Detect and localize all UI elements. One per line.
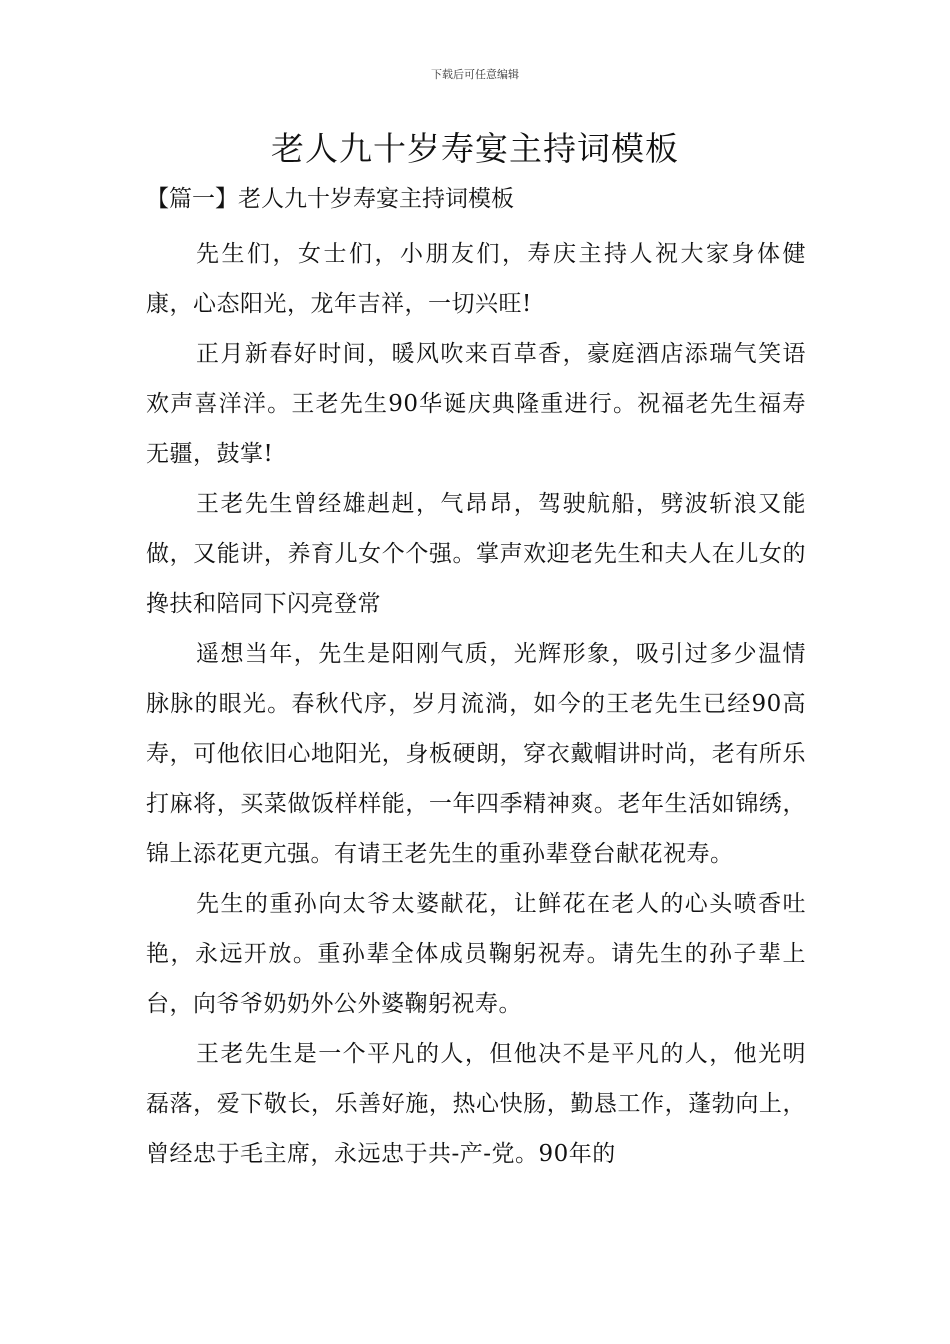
paragraph: 王老先生是一个平凡的人，但他决不是平凡的人，他光明磊落，爱下敬长，乐善好施，热心快肠，勤恳工作，蓬勃向上，曾经忠于毛主席，永远忠于共-产-党。90年的: [146, 1041, 806, 1167]
document-body: [146, 229, 806, 1179]
paragraph: 正月新春好时间，暖风吹来百草香，豪庭酒店添瑞气笑语欢声喜洋洋。王老先生90华诞庆典隆重进行。祝福老先生福寿无疆，鼓掌!: [146, 341, 806, 467]
paragraph: 遥想当年，先生是阳刚气质，光辉形象，吸引过多少温情脉脉的眼光。春秋代序，岁月流淌，如今的王老先生已经90高寿，可他依旧心地阳光，身板硬朗，穿衣戴帽讲时尚，老有所乐打麻将，买菜做饭样样能，一年四季精神爽。老年生活如锦绣，锦上添花更亢强。有请王老先生的重孙辈登台献花祝寿。: [146, 641, 806, 867]
header-note: 下载后可任意编辑: [431, 68, 519, 81]
paragraph: 先生们，女士们，小朋友们，寿庆主持人祝大家身体健康，心态阳光，龙年吉祥，一切兴旺!: [146, 241, 806, 317]
paragraph: 先生的重孙向太爷太婆献花，让鲜花在老人的心头喷香吐艳，永远开放。重孙辈全体成员鞠躬祝寿。请先生的孙子辈上台，向爷爷奶奶外公外婆鞠躬祝寿。: [146, 891, 806, 1017]
section-heading: 【篇一】老人九十岁寿宴主持词模板: [146, 186, 514, 212]
page-title: 老人九十岁寿宴主持词模板: [271, 129, 679, 168]
paragraph: 王老先生曾经雄赳赳，气昂昂，驾驶航船，劈波斩浪又能做，又能讲，养育儿女个个强。掌声欢迎老先生和夫人在儿女的搀扶和陪同下闪亮登常: [146, 491, 806, 617]
